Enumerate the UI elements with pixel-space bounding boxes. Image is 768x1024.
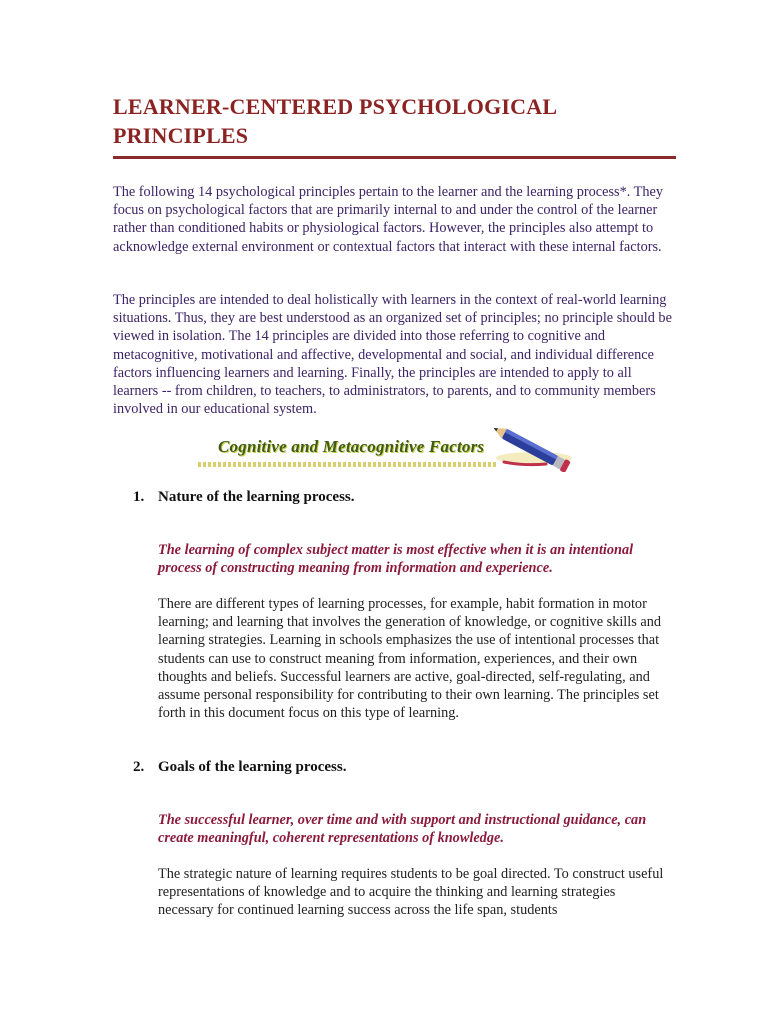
principle-1-explanation: There are different types of learning processes, for example, habit formation in motor learning; and learning that involves the generation of knowledge, or cognitive skills and learning strategies. Learning in schools emphasizes the use of intentional processes that students can use to construct meaning from information, experiences, and their own thoughts and beliefs. Successful learners are active, goal-directed, self-regulating, and assume personal responsibility for contributing to their own learning. The principles set forth in this document focus on this type of learning.	[158, 596, 662, 722]
title-divider	[113, 156, 676, 159]
principle-1-statement: The learning of complex subject matter is most effective when it is an intentional process of constructing meaning from information and experience.	[158, 542, 634, 577]
intro-paragraph-1: The following 14 psychological principles pertain to the learner and the learning process*. They focus on psychological factors that are primarily internal to and under the control of the learner rather than conditioned habits or physiological factors. However, the principles also attempt to acknowledge external environment or contextual factors that interact with these internal factors.	[113, 184, 663, 255]
banner-underline	[198, 462, 498, 467]
principle-2-heading	[133, 758, 346, 776]
principle-2-statement: The successful learner, over time and with support and instructional guidance, can create meaningful, coherent representations of knowledge.	[158, 812, 647, 847]
principle-2-number: 2.	[133, 759, 145, 775]
principle-1-heading	[133, 488, 355, 506]
principle-1-title: Nature of the learning process.	[158, 489, 355, 505]
section-banner	[198, 428, 574, 472]
page-title: LEARNER-CENTERED PSYCHOLOGICAL PRINCIPLES	[113, 94, 557, 148]
section-banner-title: Cognitive and Metacognitive Factors	[218, 437, 485, 456]
principle-1-number: 1.	[133, 489, 145, 505]
principle-2-explanation: The strategic nature of learning requires students to be goal directed. To construct useful representations of knowledge and to acquire the thinking and learning strategies necessary for continued learning success across the life span, students	[158, 866, 664, 919]
principle-2-title: Goals of the learning process.	[158, 759, 347, 775]
intro-paragraph-2: The principles are intended to deal holistically with learners in the context of real-world learning situations. Thus, they are best understood as an organized set of principles; no principle should be viewed in isolation. The 14 principles are divided into those referring to cognitive and metacognitive, motivational and affective, developmental and social, and individual difference factors influencing learners and learning. Finally, the principles are intended to apply to all learners -- from children, to teachers, to administrators, to parents, and to community members involved in our educational system.	[113, 292, 672, 418]
pencil-icon	[494, 428, 574, 472]
